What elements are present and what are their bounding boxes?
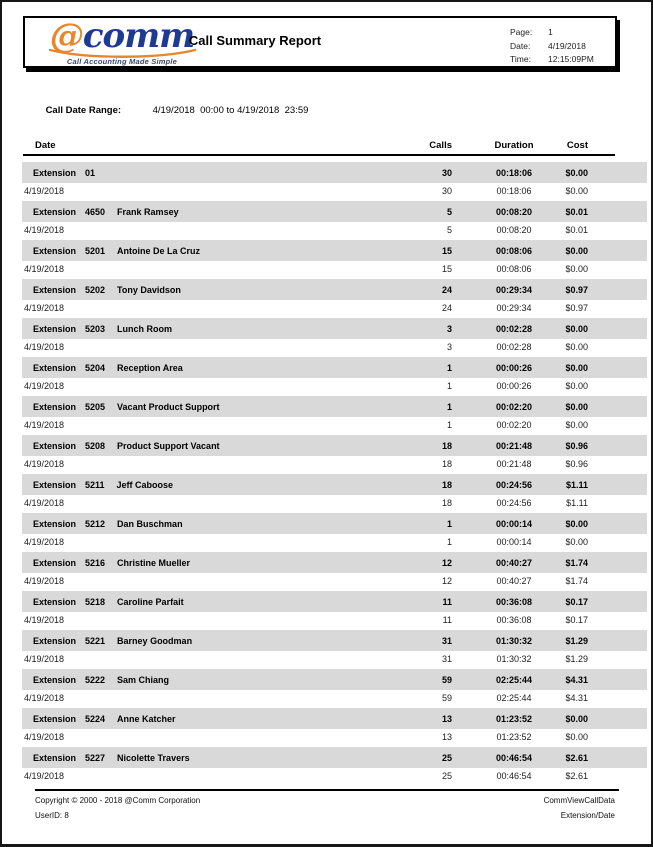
extension-title-cell	[22, 207, 402, 217]
detail-cost-value: $0.17	[565, 614, 588, 625]
extension-summary-row	[22, 318, 647, 339]
detail-cost-value: $0.96	[565, 458, 588, 469]
extension-group	[22, 318, 647, 354]
detail-duration-value: 00:21:48	[496, 458, 532, 469]
summary-cost-value: $0.00	[565, 167, 588, 178]
detail-calls-value: 1	[446, 536, 452, 547]
extension-number: 5201	[85, 245, 106, 256]
extension-summary-row	[22, 513, 647, 534]
detail-duration-value: 00:29:34	[496, 302, 532, 313]
summary-cost-value: $0.01	[565, 206, 588, 217]
summary-cost-value: $2.61	[565, 752, 588, 763]
extension-group	[22, 474, 647, 510]
column-header-duration: Duration	[494, 140, 534, 151]
extension-group	[22, 435, 647, 471]
detail-date-value: 4/19/2018	[24, 302, 65, 313]
extension-summary-row	[22, 279, 647, 300]
extension-owner-name: Jeff Caboose	[116, 479, 174, 490]
extension-owner-name: Anne Katcher	[117, 713, 176, 724]
extension-owner-name: Antoine De La Cruz	[117, 245, 201, 256]
extension-summary-row	[22, 474, 647, 495]
summary-calls-value: 1	[446, 518, 452, 529]
extension-label: Extension	[33, 167, 77, 178]
summary-duration-value: 00:29:34	[495, 284, 533, 295]
summary-duration-value: 00:36:08	[495, 596, 533, 607]
footer-user-id: UserID: 8	[35, 811, 69, 820]
summary-calls-value: 15	[441, 245, 452, 256]
detail-duration-value: 00:08:06	[496, 263, 532, 274]
summary-cost-value: $0.97	[565, 284, 588, 295]
extension-group	[22, 669, 647, 705]
summary-calls-value: 25	[441, 752, 452, 763]
extension-group	[22, 396, 647, 432]
detail-date-value: 4/19/2018	[24, 575, 65, 586]
call-date-range-label: Call Date Range:	[45, 105, 122, 116]
extension-title-cell	[22, 168, 402, 178]
extension-label: Extension	[33, 635, 77, 646]
detail-cost-value: $0.97	[565, 302, 588, 313]
extension-title-cell	[22, 402, 402, 412]
extension-number: 5221	[85, 635, 106, 646]
detail-calls-value: 11	[442, 614, 452, 625]
summary-cost-value: $0.96	[565, 440, 588, 451]
extension-detail-row	[22, 573, 647, 588]
detail-calls-value: 12	[441, 575, 452, 586]
extension-number: 5204	[85, 362, 106, 373]
detail-duration-value: 01:23:52	[496, 731, 532, 742]
extension-number: 4650	[85, 206, 106, 217]
extension-summary-row	[22, 435, 647, 456]
summary-cost-value: $0.17	[565, 596, 588, 607]
extension-owner-name: Frank Ramsey	[117, 206, 179, 217]
detail-date-value: 4/19/2018	[24, 185, 65, 196]
detail-duration-value: 02:25:44	[496, 692, 532, 703]
detail-cost-value: $0.00	[565, 536, 588, 547]
summary-calls-value: 30	[441, 167, 452, 178]
extension-detail-row	[22, 222, 647, 237]
extension-group	[22, 747, 647, 783]
extension-number: 5216	[85, 557, 106, 568]
column-header-calls: Calls	[429, 140, 452, 151]
summary-cost-value: $0.00	[565, 401, 588, 412]
extension-detail-row	[22, 651, 647, 666]
detail-cost-value: $1.29	[565, 653, 588, 664]
extension-detail-row	[22, 339, 647, 354]
summary-calls-value: 18	[441, 479, 452, 490]
detail-cost-value: $0.00	[565, 731, 588, 742]
extension-detail-row	[22, 612, 647, 627]
summary-duration-value: 00:08:20	[495, 206, 533, 217]
extension-summary-row	[22, 552, 647, 573]
header-rule	[23, 154, 615, 156]
extension-owner-name: Vacant Product Support	[117, 401, 220, 412]
detail-date-value: 4/19/2018	[24, 419, 65, 430]
extension-label: Extension	[33, 362, 77, 373]
extension-summary-row	[22, 357, 647, 378]
detail-date-value: 4/19/2018	[24, 341, 65, 352]
detail-duration-value: 00:24:56	[496, 497, 532, 508]
detail-date-value: 4/19/2018	[24, 653, 65, 664]
summary-cost-value: $4.31	[565, 674, 588, 685]
extension-label: Extension	[33, 206, 77, 217]
detail-duration-value: 00:02:28	[496, 341, 532, 352]
extension-owner-name: Christine Mueller	[117, 557, 191, 568]
extension-title-cell	[22, 675, 402, 685]
detail-cost-value: $4.31	[565, 692, 588, 703]
extension-owner-name: Product Support Vacant	[117, 440, 220, 451]
extension-number: 5212	[85, 518, 106, 529]
summary-calls-value: 1	[446, 362, 452, 373]
extension-label: Extension	[33, 518, 77, 529]
call-date-range	[35, 94, 308, 127]
summary-duration-value: 00:40:27	[495, 557, 533, 568]
detail-calls-value: 18	[441, 497, 452, 508]
extension-label: Extension	[33, 557, 77, 568]
report-time: 12:15:09PM	[548, 54, 594, 64]
footer-copyright: Copyright © 2000 - 2018 @Comm Corporation	[35, 796, 201, 805]
summary-cost-value: $0.00	[565, 362, 588, 373]
detail-duration-value: 00:18:06	[496, 185, 532, 196]
detail-cost-value: $0.00	[565, 419, 588, 430]
extension-summary-row	[22, 396, 647, 417]
summary-cost-value: $1.74	[565, 557, 588, 568]
extension-detail-row	[22, 495, 647, 510]
extension-group	[22, 591, 647, 627]
report-meta	[510, 26, 594, 67]
summary-duration-value: 00:02:28	[495, 323, 533, 334]
detail-calls-value: 15	[441, 263, 452, 274]
extension-number: 5208	[85, 440, 106, 451]
summary-duration-value: 02:25:44	[495, 674, 533, 685]
footer-report-type: Extension/Date	[560, 811, 615, 820]
extension-owner-name: Caroline Parfait	[117, 596, 184, 607]
extension-label: Extension	[33, 479, 77, 490]
detail-duration-value: 01:30:32	[496, 653, 532, 664]
extension-group	[22, 708, 647, 744]
detail-duration-value: 00:40:27	[496, 575, 532, 586]
summary-cost-value: $1.29	[565, 635, 588, 646]
extension-number: 5202	[85, 284, 106, 295]
extension-title-cell	[22, 636, 402, 646]
extension-label: Extension	[33, 752, 77, 763]
summary-cost-value: $0.00	[565, 323, 588, 334]
column-header-date: Date	[35, 140, 56, 151]
extension-group	[22, 240, 647, 276]
detail-cost-value: $0.00	[565, 263, 588, 274]
at-symbol-icon: @	[49, 16, 83, 56]
summary-cost-value: $0.00	[565, 713, 588, 724]
extension-number: 5203	[85, 323, 106, 334]
extension-number: 01	[85, 167, 96, 178]
extension-detail-row	[22, 768, 647, 783]
extension-label: Extension	[33, 440, 77, 451]
extension-owner-name: Tony Davidson	[117, 284, 181, 295]
summary-duration-value: 00:08:06	[495, 245, 533, 256]
column-header-cost: Cost	[566, 140, 588, 151]
extension-detail-row	[22, 534, 647, 549]
extension-detail-row	[22, 456, 647, 471]
extension-summary-row	[22, 162, 647, 183]
detail-cost-value: $0.00	[565, 185, 588, 196]
logo-tagline: Call Accounting Made Simple	[66, 57, 178, 66]
extension-title-cell	[22, 363, 402, 373]
detail-calls-value: 3	[446, 341, 452, 352]
detail-duration-value: 00:08:20	[496, 224, 532, 235]
detail-calls-value: 59	[441, 692, 452, 703]
summary-duration-value: 00:24:56	[495, 479, 533, 490]
summary-calls-value: 3	[446, 323, 452, 334]
detail-duration-value: 00:02:20	[496, 419, 532, 430]
table-body	[22, 162, 647, 783]
extension-label: Extension	[33, 596, 77, 607]
footer-rule	[35, 789, 619, 791]
extension-group	[22, 357, 647, 393]
extension-label: Extension	[33, 284, 77, 295]
extension-title-cell	[22, 597, 402, 607]
detail-date-value: 4/19/2018	[24, 614, 65, 625]
summary-duration-value: 00:00:14	[495, 518, 533, 529]
extension-owner-name: Sam Chiang	[117, 674, 170, 685]
extension-title-cell	[22, 324, 402, 334]
summary-calls-value: 13	[441, 713, 452, 724]
extension-number: 5205	[85, 401, 106, 412]
extension-detail-row	[22, 183, 647, 198]
page-number: 1	[548, 27, 553, 37]
extension-group	[22, 552, 647, 588]
summary-duration-value: 00:00:26	[495, 362, 533, 373]
detail-cost-value: $2.61	[565, 770, 588, 781]
report-title: Call Summary Report	[188, 33, 322, 48]
detail-cost-value: $0.01	[565, 224, 588, 235]
extension-detail-row	[22, 300, 647, 315]
extension-detail-row	[22, 690, 647, 705]
footer-datasource: CommViewCallData	[543, 796, 615, 805]
detail-date-value: 4/19/2018	[24, 536, 65, 547]
extension-owner-name: Lunch Room	[117, 323, 173, 334]
extension-title-cell	[22, 519, 402, 529]
extension-summary-row	[22, 708, 647, 729]
extension-summary-row	[22, 669, 647, 690]
summary-calls-value: 12	[441, 557, 452, 568]
extension-owner-name: Barney Goodman	[117, 635, 193, 646]
extension-title-cell	[22, 285, 402, 295]
summary-duration-value: 01:23:52	[495, 713, 533, 724]
extension-number: 5218	[85, 596, 106, 607]
detail-calls-value: 1	[446, 419, 452, 430]
summary-cost-value: $1.11	[565, 479, 588, 490]
summary-calls-value: 1	[446, 401, 452, 412]
summary-duration-value: 00:46:54	[495, 752, 533, 763]
detail-date-value: 4/19/2018	[24, 458, 65, 469]
extension-title-cell	[22, 558, 402, 568]
extension-group	[22, 630, 647, 666]
detail-cost-value: $0.00	[565, 341, 588, 352]
summary-calls-value: 18	[441, 440, 452, 451]
detail-calls-value: 25	[441, 770, 452, 781]
summary-duration-value: 00:02:20	[495, 401, 533, 412]
table-header-row	[22, 139, 647, 152]
extension-number: 5222	[85, 674, 106, 685]
detail-duration-value: 00:46:54	[496, 770, 532, 781]
extension-detail-row	[22, 378, 647, 393]
extension-group	[22, 279, 647, 315]
report-header-banner	[23, 16, 617, 68]
extension-title-cell	[22, 246, 402, 256]
detail-cost-value: $1.74	[565, 575, 588, 586]
detail-duration-value: 00:36:08	[496, 614, 532, 625]
extension-summary-row	[22, 201, 647, 222]
extension-group	[22, 201, 647, 237]
detail-date-value: 4/19/2018	[24, 380, 65, 391]
extension-detail-row	[22, 729, 647, 744]
detail-date-value: 4/19/2018	[24, 497, 65, 508]
summary-calls-value: 11	[442, 596, 452, 607]
extension-owner-name: Nicolette Travers	[117, 752, 190, 763]
summary-calls-value: 31	[441, 635, 452, 646]
summary-duration-value: 00:18:06	[495, 167, 533, 178]
summary-calls-value: 59	[441, 674, 452, 685]
extension-number: 5227	[85, 752, 106, 763]
summary-cost-value: $0.00	[565, 245, 588, 256]
summary-duration-value: 00:21:48	[495, 440, 533, 451]
summary-calls-value: 24	[441, 284, 452, 295]
extension-label: Extension	[33, 674, 77, 685]
detail-date-value: 4/19/2018	[24, 692, 65, 703]
extension-summary-row	[22, 747, 647, 768]
detail-duration-value: 00:00:26	[496, 380, 532, 391]
extension-owner-name: Dan Buschman	[117, 518, 183, 529]
detail-calls-value: 31	[441, 653, 452, 664]
detail-duration-value: 00:00:14	[496, 536, 532, 547]
comm-logo-wordmark: @comm	[49, 16, 195, 56]
detail-calls-value: 24	[441, 302, 452, 313]
extension-number: 5224	[85, 713, 106, 724]
report-date: 4/19/2018	[548, 40, 586, 51]
extension-label: Extension	[33, 713, 77, 724]
detail-calls-value: 5	[446, 224, 452, 235]
call-date-range-value: 4/19/2018 00:00 to 4/19/2018 23:59	[152, 105, 309, 116]
extension-title-cell	[22, 480, 402, 490]
extension-group	[22, 162, 647, 198]
detail-calls-value: 30	[441, 185, 452, 196]
extension-label: Extension	[33, 245, 77, 256]
extension-title-cell	[22, 441, 402, 451]
detail-calls-value: 18	[441, 458, 452, 469]
extension-summary-row	[22, 240, 647, 261]
detail-date-value: 4/19/2018	[24, 224, 65, 235]
extension-group	[22, 513, 647, 549]
page-label: Page:	[510, 27, 533, 37]
detail-date-value: 4/19/2018	[24, 731, 65, 742]
extension-detail-row	[22, 261, 647, 276]
summary-cost-value: $0.00	[565, 518, 588, 529]
detail-date-value: 4/19/2018	[24, 263, 65, 274]
extension-title-cell	[22, 714, 402, 724]
detail-cost-value: $1.11	[566, 497, 588, 508]
detail-calls-value: 13	[441, 731, 452, 742]
detail-calls-value: 1	[446, 380, 452, 391]
extension-summary-row	[22, 591, 647, 612]
detail-date-value: 4/19/2018	[24, 770, 65, 781]
extension-label: Extension	[33, 401, 77, 412]
extension-owner-name: Reception Area	[117, 362, 183, 373]
time-label: Time:	[510, 54, 531, 64]
summary-calls-value: 5	[446, 206, 452, 217]
extension-label: Extension	[33, 323, 77, 334]
extension-number: 5211	[85, 479, 105, 490]
summary-table	[22, 139, 647, 786]
detail-cost-value: $0.00	[565, 380, 588, 391]
extension-detail-row	[22, 417, 647, 432]
date-label: Date:	[510, 40, 531, 51]
extension-summary-row	[22, 630, 647, 651]
extension-title-cell	[22, 753, 402, 763]
summary-duration-value: 01:30:32	[495, 635, 533, 646]
